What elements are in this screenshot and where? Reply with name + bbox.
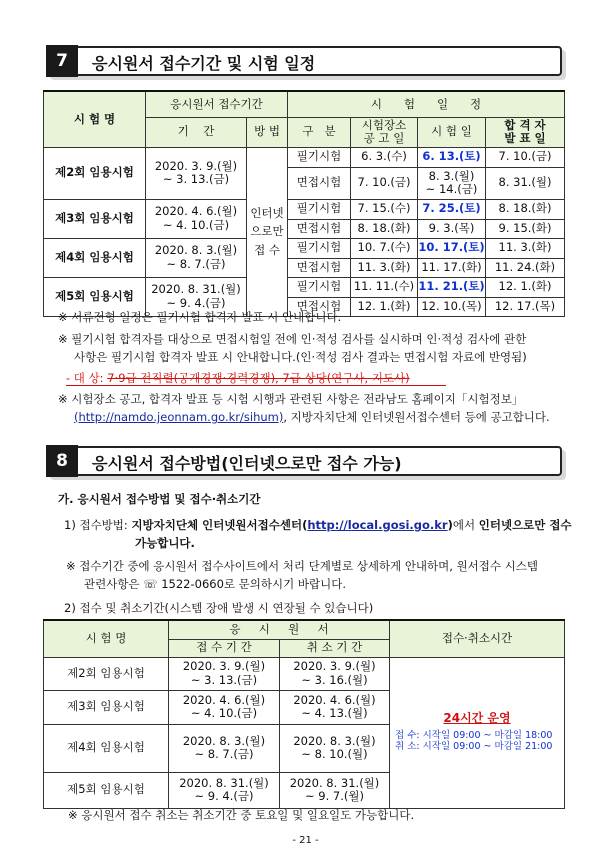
section-7-title: 응시원서 접수기간 및 시험 일정 xyxy=(92,54,316,73)
division: 면접시험 xyxy=(288,167,351,199)
venue-notice-date: 12. 1.(화) xyxy=(351,297,418,316)
note-aptitude-line1: ※ 필기시험 합격자를 대상으로 면접시험일 전에 인·적성 검사를 실시하며 인·적성 검사에 관한 xyxy=(58,332,527,346)
item-2: 2) 접수 및 취소기간(시스템 장애 발생 시 연장될 수 있습니다) xyxy=(64,601,374,615)
header-pass-announce: 합 격 자 발 표 일 xyxy=(486,117,565,147)
header-time: 접수·취소시간 xyxy=(390,620,565,657)
time-24h: 24시간 운영 xyxy=(443,710,511,725)
time-cell xyxy=(390,657,565,808)
header-schedule: 시 험 일 정 xyxy=(288,91,565,117)
target-underline xyxy=(66,385,446,386)
exam-name: 제3회 임용시험 xyxy=(44,199,146,238)
division: 필기시험 xyxy=(288,199,351,219)
reception-table xyxy=(43,619,565,809)
exam-name: 제5회 임용시험 xyxy=(44,772,169,808)
cancel-period: 2020. 8. 3.(월) ~ 8. 10.(월) xyxy=(280,724,390,772)
pass-date: 12. 17.(목) xyxy=(486,297,565,316)
pass-date: 11. 24.(화) xyxy=(486,258,565,277)
pass-date: 8. 31.(월) xyxy=(486,167,565,199)
header-reception: 응시원서 접수기간 xyxy=(146,91,288,117)
exam-date: 8. 3.(월) ~ 14.(금) xyxy=(418,167,486,199)
note-reception-line2: 관련사항은 ☏ 1522-0660로 문의하시기 바랍니다. xyxy=(84,577,346,591)
item-1-prefix: 1) 접수방법: xyxy=(64,518,132,532)
exam-name: 제5회 임용시험 xyxy=(44,277,146,316)
cancel-period: 2020. 4. 6.(월) ~ 4. 13.(월) xyxy=(280,690,390,724)
header-method: 방 법 xyxy=(247,117,288,147)
header-reception-period: 접 수 기 간 xyxy=(169,639,280,657)
note-target-struck: 7·9급 전직렬(공개경쟁·경력경쟁), 7급 상당(연구사, 지도사) xyxy=(107,371,410,385)
exam-date: 7. 25.(토) xyxy=(418,199,486,219)
note-announcement-line1: ※ 시험장소 공고, 합격자 발표 등 시험 시행과 관련된 사항은 전라남도 홈페이지「시험정보」 xyxy=(58,392,524,406)
header-division: 구 분 xyxy=(288,117,351,147)
pass-date: 8. 18.(화) xyxy=(486,199,565,219)
venue-notice-date: 10. 7.(수) xyxy=(351,238,418,258)
item-1-line2: 가능합니다. xyxy=(135,536,195,550)
venue-notice-date: 7. 10.(금) xyxy=(351,167,418,199)
reception-period: 2020. 8. 3.(월) ~ 8. 7.(금) xyxy=(169,724,280,772)
division: 필기시험 xyxy=(288,277,351,297)
venue-notice-date: 11. 3.(화) xyxy=(351,258,418,277)
note-cancel-weekend: ※ 응시원서 접수 취소는 취소기간 중 토요일 및 일요일도 가능합니다. xyxy=(68,808,415,822)
division: 면접시험 xyxy=(288,258,351,277)
section-8-title: 응시원서 접수방법(인터넷으로만 접수 가능) xyxy=(92,454,402,473)
division: 면접시험 xyxy=(288,219,351,238)
cancel-period: 2020. 3. 9.(월) ~ 3. 16.(월) xyxy=(280,657,390,690)
exam-name: 제3회 임용시험 xyxy=(44,690,169,724)
venue-notice-date: 8. 18.(화) xyxy=(351,219,418,238)
item-1-internet-only: 인터넷으로만 접수 xyxy=(478,518,572,532)
pass-date: 9. 15.(화) xyxy=(486,219,565,238)
header-cancel-period: 취 소 기 간 xyxy=(280,639,390,657)
note-reception-line1: ※ 접수기간 중에 응시원서 접수사이트에서 처리 단계별로 상세하게 안내하며, 원서접수 시스템 xyxy=(66,559,538,573)
item-1-line1 xyxy=(64,517,572,534)
time-reception: 접 수: 시작일 09:00 ~ 마감일 18:00 xyxy=(395,730,553,742)
header-exam-name: 시 험 명 xyxy=(44,620,169,657)
reception-period: 2020. 3. 9.(월) ~ 3. 13.(금) xyxy=(146,147,247,199)
venue-notice-date: 7. 15.(수) xyxy=(351,199,418,219)
exam-date: 6. 13.(토) xyxy=(418,147,486,167)
schedule-table xyxy=(43,90,565,317)
reception-period: 2020. 4. 6.(월) ~ 4. 10.(금) xyxy=(169,690,280,724)
exam-date: 11. 21.(토) xyxy=(418,277,486,297)
item-1-center: 지방자치단체 인터넷원서접수센터( xyxy=(131,518,308,532)
section-7-number: 7 xyxy=(46,45,78,77)
reception-period: 2020. 8. 31.(월) ~ 9. 4.(금) xyxy=(169,772,280,808)
reception-period: 2020. 8. 3.(월) ~ 8. 7.(금) xyxy=(146,238,247,277)
page-number: - 21 - xyxy=(292,835,319,846)
venue-notice-date: 6. 3.(수) xyxy=(351,147,418,167)
exam-name: 제4회 임용시험 xyxy=(44,724,169,772)
division: 면접시험 xyxy=(288,297,351,316)
pass-date: 12. 1.(화) xyxy=(486,277,565,297)
time-cancel: 취 소: 시작일 09:00 ~ 마감일 21:00 xyxy=(395,741,553,753)
note-aptitude-line2: 사항은 필기시험 합격자 발표 시 안내합니다.(인·적성 검사 결과는 면접시험 자료에 반영됨) xyxy=(74,350,527,364)
reception-period: 2020. 4. 6.(월) ~ 4. 10.(금) xyxy=(146,199,247,238)
header-venue-notice: 시험장소 공 고 일 xyxy=(351,117,418,147)
reception-method: 인터넷 으로만 접 수 xyxy=(247,147,288,316)
exam-name: 제2회 임용시험 xyxy=(44,147,146,199)
note-announcement-line2 xyxy=(74,409,550,426)
note-announcement-tail: , 지방자치단체 인터넷원서접수센터 등에 공고합니다. xyxy=(283,410,550,424)
header-application: 응 시 원 서 xyxy=(169,620,390,639)
namdo-sihum-link[interactable]: (http://namdo.jeonnam.go.kr/sihum) xyxy=(74,410,284,424)
item-1-mid: 에서 xyxy=(452,518,479,532)
exam-date: 9. 3.(목) xyxy=(418,219,486,238)
header-exam-day: 시 험 일 xyxy=(418,117,486,147)
reception-period: 2020. 8. 31.(월) ~ 9. 4.(금) xyxy=(146,277,247,316)
note-document-screening: ※ 서류전형 일정은 필기시험 합격자 발표 시 안내합니다. xyxy=(58,310,342,324)
exam-date: 10. 17.(토) xyxy=(418,238,486,258)
local-gosi-link[interactable]: http://local.gosi.go.kr xyxy=(307,518,448,532)
cancel-period: 2020. 8. 31.(월) ~ 9. 7.(월) xyxy=(280,772,390,808)
pass-date: 7. 10.(금) xyxy=(486,147,565,167)
header-period: 기 간 xyxy=(146,117,247,147)
exam-date: 11. 17.(화) xyxy=(418,258,486,277)
item-1-paren: ) xyxy=(447,518,453,532)
pass-date: 11. 3.(화) xyxy=(486,238,565,258)
division: 필기시험 xyxy=(288,147,351,167)
exam-name: 제2회 임용시험 xyxy=(44,657,169,690)
division: 필기시험 xyxy=(288,238,351,258)
header-exam-name: 시 험 명 xyxy=(44,91,146,147)
reception-period: 2020. 3. 9.(월) ~ 3. 13.(금) xyxy=(169,657,280,690)
venue-notice-date: 11. 11.(수) xyxy=(351,277,418,297)
exam-name: 제4회 임용시험 xyxy=(44,238,146,277)
note-target-prefix: - 대 상: xyxy=(66,371,108,385)
section-8-number: 8 xyxy=(46,445,78,477)
exam-date: 12. 10.(목) xyxy=(418,297,486,316)
subheading-a: 가. 응시원서 접수방법 및 접수·취소기간 xyxy=(58,492,261,506)
